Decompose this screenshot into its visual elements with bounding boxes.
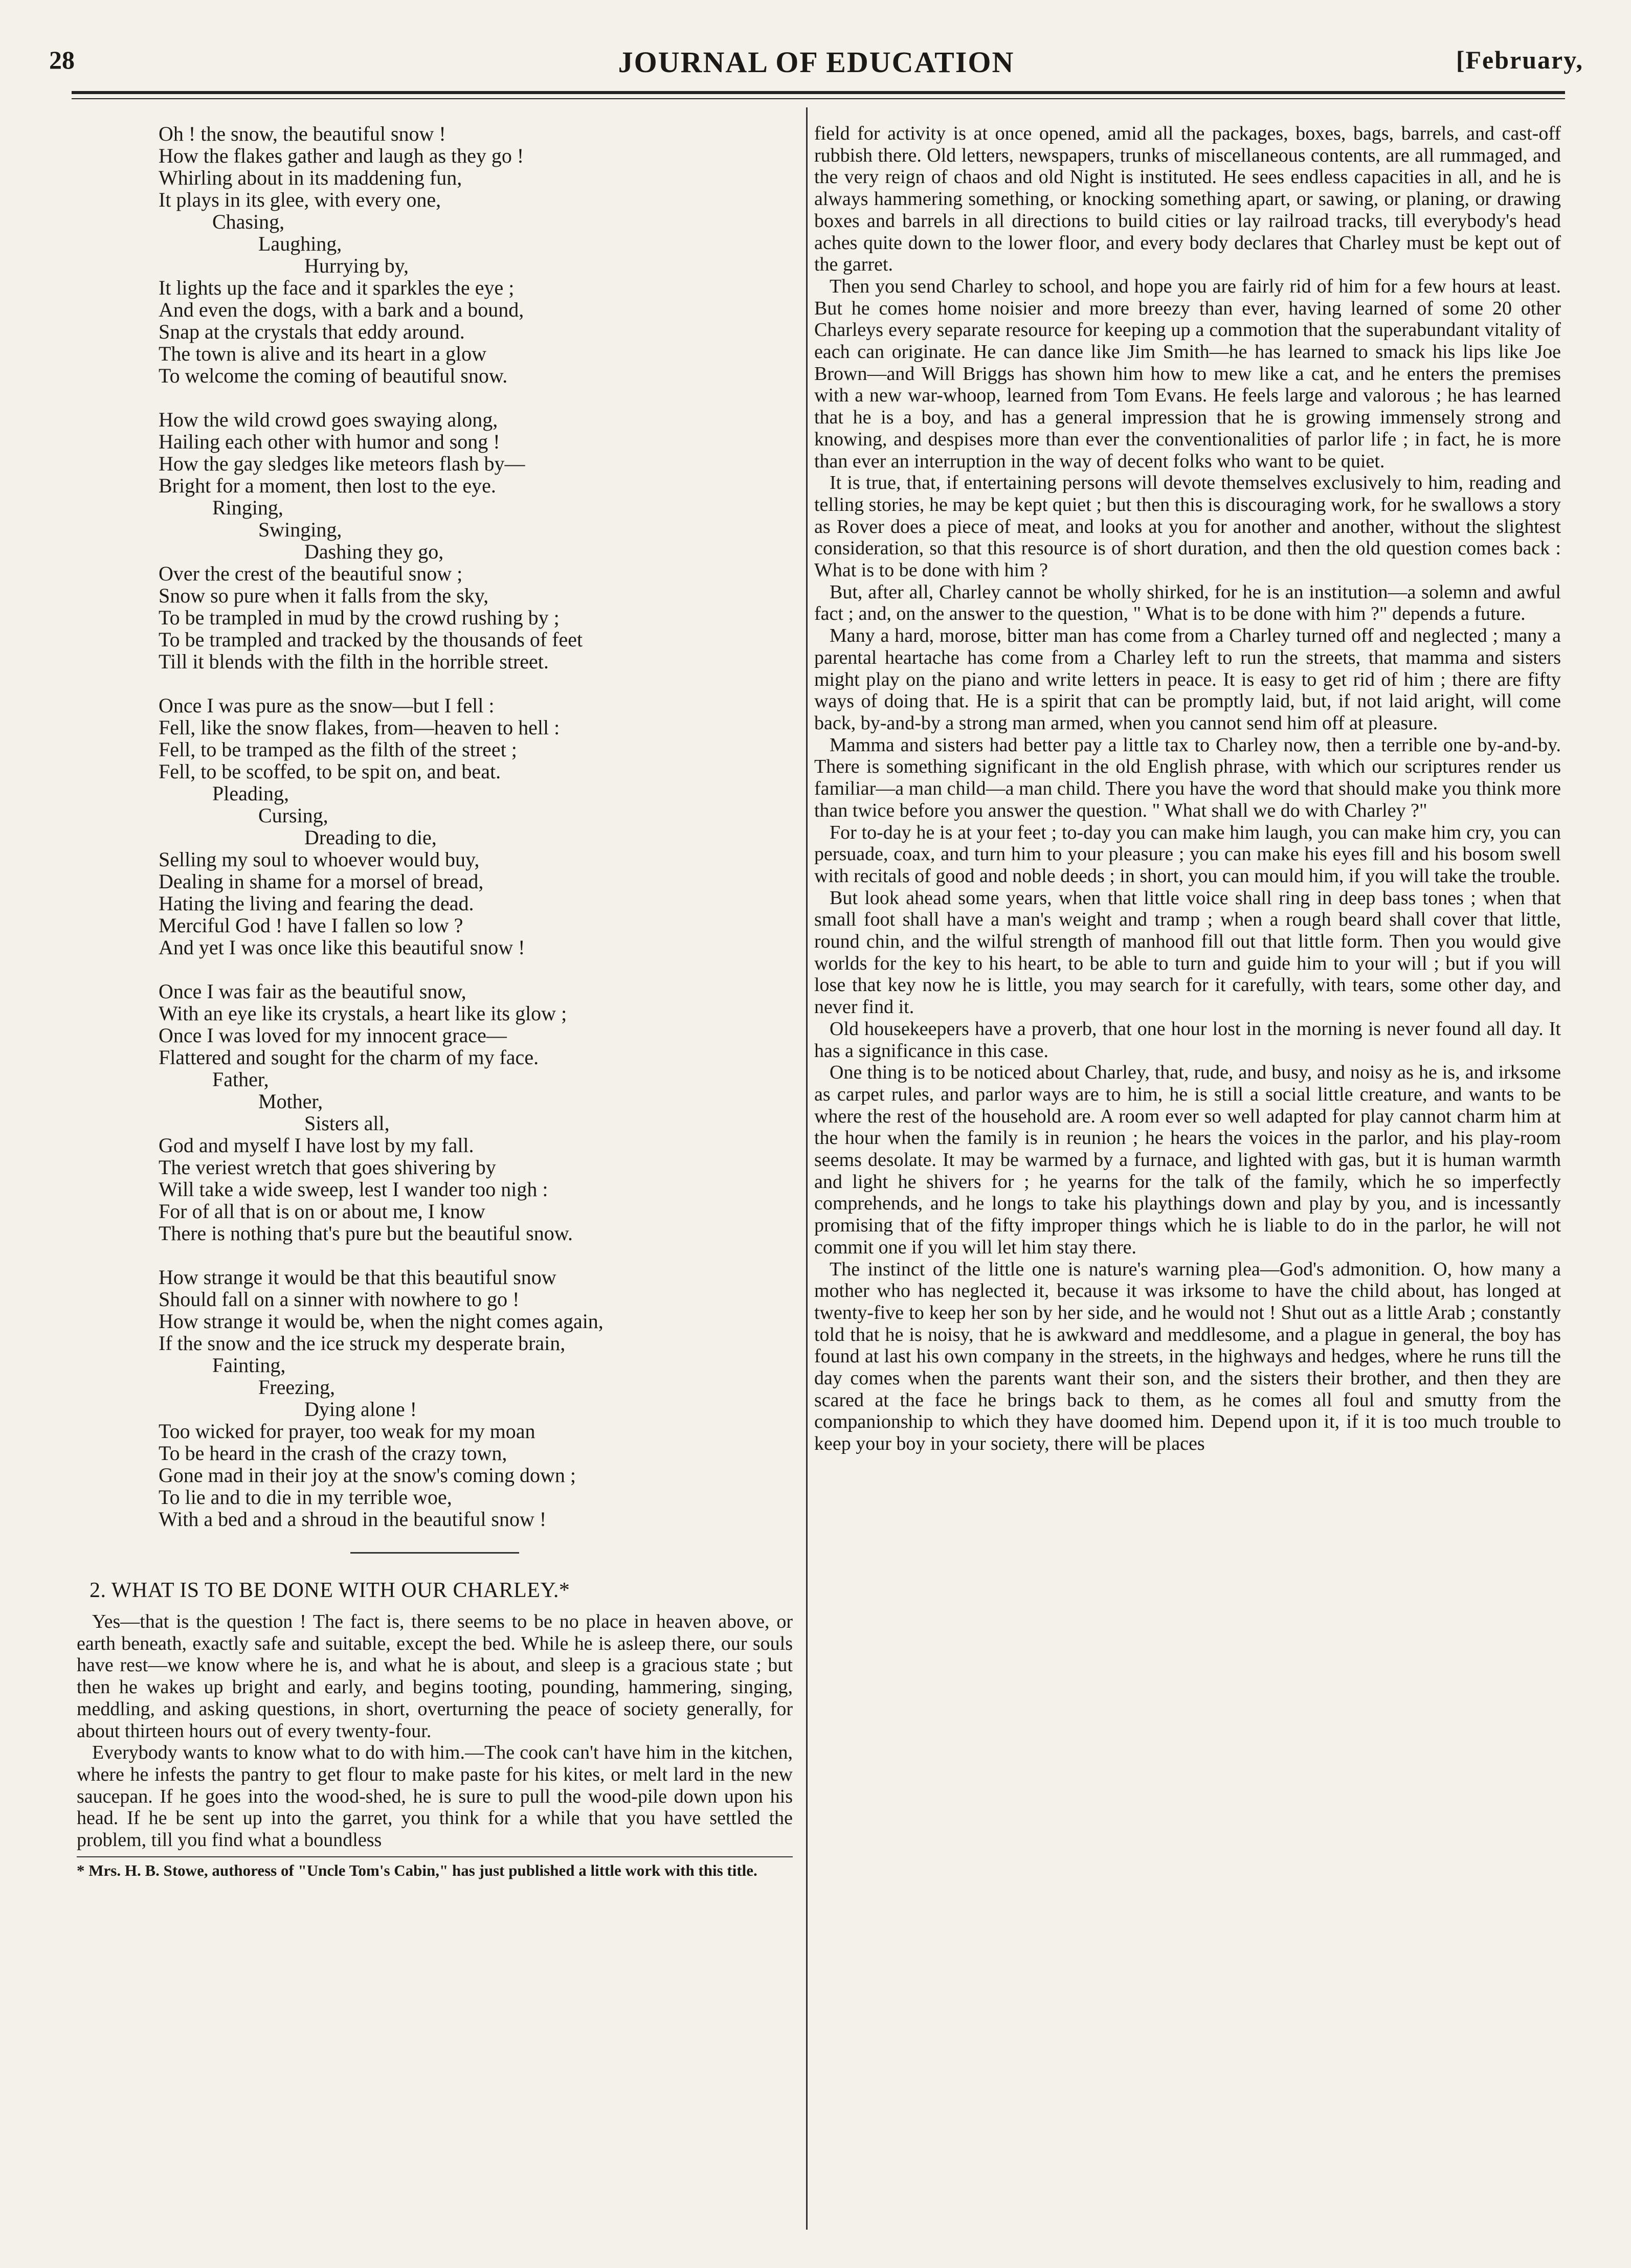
poem-line: Flattered and sought for the charm of my face.: [159, 1046, 539, 1069]
poem-line: Swinging,: [258, 518, 342, 541]
poem-line: Dreading to die,: [304, 826, 437, 849]
poem-line: Oh ! the snow, the beautiful snow !: [159, 122, 446, 145]
header-rule-thin: [72, 98, 1565, 99]
poem-line: Laughing,: [258, 232, 342, 255]
poem-line: Dying alone !: [304, 1398, 417, 1421]
poem-line: Selling my soul to whoever would buy,: [159, 848, 480, 871]
poem-stanza: [159, 980, 793, 1244]
essay-left-text: [77, 1611, 793, 1851]
poem-line: Once I was fair as the beautiful snow,: [159, 980, 466, 1003]
poem-line: Snow so pure when it falls from the sky,: [159, 584, 489, 607]
essay-paragraph: It is true, that, if entertaining persons will devote themselves exclusively to him, reading and telling stories, he may be kept quiet ; but then this is discouraging work, for he swallows a story as Rover does a piece of meat, and looks at you for another and another, without the slightest consideration, so that this resource is of short duration, and then the old question comes back : What is to be done with him ?: [814, 472, 1561, 581]
poem-line: Too wicked for prayer, too weak for my moan: [159, 1420, 535, 1443]
essay-paragraph: Old housekeepers have a proverb, that one hour lost in the morning is never found all day. It has a significance in this case.: [814, 1018, 1561, 1062]
poem-line: To be trampled and tracked by the thousands of feet: [159, 628, 583, 651]
essay-paragraph: Everybody wants to know what to do with him.—The cook can't have him in the kitchen, where he infests the pantry to get flour to make paste for his kites, or melt lard in the new saucepan. If he goes into the wood-shed, he is sure to pull the wood-pile down upon his head. If he be sent up into the garret, you think for a while that you have settled the problem, till you find what a boundless: [77, 1742, 793, 1851]
poem-line: To lie and to die in my terrible woe,: [159, 1486, 452, 1509]
footnote: * Mrs. H. B. Stowe, authoress of "Uncle Tom's Cabin," has just published a little work with this title.: [77, 1861, 757, 1879]
poem-line: Hailing each other with humor and song !: [159, 430, 500, 453]
poem-line: Hurrying by,: [304, 254, 409, 277]
poem-line: Sisters all,: [304, 1112, 390, 1135]
header-rule: [72, 91, 1565, 94]
poem-line: It lights up the face and it sparkles the eye ;: [159, 276, 515, 299]
poem-line: Pleading,: [212, 782, 289, 805]
poem-line: Dashing they go,: [304, 540, 444, 563]
right-column: [814, 123, 1561, 1455]
poem-line: For of all that is on or about me, I know: [159, 1200, 485, 1223]
essay-paragraph: One thing is to be noticed about Charley, that, rude, and busy, and noisy as he is, and irksome as carpet rules, and parlor ways are to him, he is still a social little creature, and wants to be where the rest of the household are. A room ever so well adapted for play cannot charm him at the hour when the family is in reunion ; he hears the voices in the parlor, and his play-room seems desolate. It may be warmed by a furnace, and lighted with gas, but it is human warmth and light he shivers for ; he yearns for the talk of the family, which he so imperfectly comprehends, and he longs to take his playthings down and play by you, and is incessantly promising that of the fifty improper things which he is liable to do in the parlor, he will not commit one if you will let him stay there.: [814, 1062, 1561, 1258]
issue-month: [February,: [1456, 46, 1583, 74]
footnote-rule: [77, 1856, 793, 1857]
poem-line: Will take a wide sweep, lest I wander too nigh :: [159, 1178, 548, 1201]
essay-paragraph: Mamma and sisters had better pay a little tax to Charley now, then a terrible one by-and-by. There is something significant in the old English phrase, with which our scriptures render us familiar—a man child—a man child. There you have the word that should make you think more than twice before you answer the question. " What shall we do with Charley ?": [814, 734, 1561, 821]
essay-paragraph: But look ahead some years, when that little voice shall ring in deep bass tones ; when that small foot shall have a man's weight and tramp ; when a rough beard shall cover that little, round chin, and the wilful strength of manhood fill out that little form. Then you would give worlds for the key to his heart, to be able to turn and guide him to your will ; but if you will lose that key now he is little, you may search for it carefully, with tears, some other day, and never find it.: [814, 887, 1561, 1018]
poem-line: To welcome the coming of beautiful snow.: [159, 364, 508, 387]
poem-stanza: [159, 694, 793, 958]
poem-stanza: [159, 1266, 793, 1530]
poem-line: Mother,: [258, 1090, 323, 1113]
poem-line: It plays in its glee, with every one,: [159, 188, 441, 211]
poem-line: To be heard in the crash of the crazy town,: [159, 1442, 507, 1465]
poem-line: How the flakes gather and laugh as they go !: [159, 144, 524, 167]
poem-line: There is nothing that's pure but the beautiful snow.: [159, 1222, 573, 1245]
poem-line: Cursing,: [258, 804, 328, 827]
poem-line: Dealing in shame for a morsel of bread,: [159, 870, 484, 893]
poem-line: The town is alive and its heart in a glow: [159, 342, 486, 365]
poem-line: Once I was pure as the snow—but I fell :: [159, 694, 495, 717]
poem-line: God and myself I have lost by my fall.: [159, 1134, 474, 1157]
poem-line: Over the crest of the beautiful snow ;: [159, 562, 463, 585]
poem-line: How the wild crowd goes swaying along,: [159, 408, 498, 431]
poem-line: Snap at the crystals that eddy around.: [159, 320, 465, 343]
poem-line: And even the dogs, with a bark and a bound,: [159, 298, 524, 321]
poem-line: And yet I was once like this beautiful snow !: [159, 936, 525, 959]
essay-paragraph: Yes—that is the question ! The fact is, there seems to be no place in heaven above, or earth beneath, exactly safe and suitable, except the bed. While he is asleep there, our souls have rest—we know where he is, and what he is about, and sleep is a gracious state ; but then he wakes up bright and early, and begins tooting, pounding, hammering, singing, meddling, and asking questions, in short, overturning the peace of society generally, for about thirteen hours out of every twenty-four.: [77, 1611, 793, 1742]
essay-paragraph: The instinct of the little one is nature's warning plea—God's admonition. O, how many a mother who has neglected it, because it was irksome to have the child about, has longed at twenty-five to keep her son by her side, and he would not ! Shut out as a little Arab ; constantly told that he is noisy, that he is awkward and meddlesome, and a plague in general, the boy has found at last his own company in the streets, in the highways and hedges, where he runs till the day comes when the parents want their son, and the sisters their brother, and then they are scared at the face he brings back to them, as he comes all foul and smutty from the companionship to which they have doomed him. Depend upon it, if it is too much trouble to keep your boy in your society, there will be places: [814, 1258, 1561, 1455]
column-divider: [806, 107, 808, 2230]
poem-line: How strange it would be that this beautiful snow: [159, 1266, 556, 1289]
poem-line: Bright for a moment, then lost to the eye.: [159, 474, 496, 497]
poem-line: Till it blends with the filth in the horrible street.: [159, 650, 549, 673]
poem-line: The veriest wretch that goes shivering by: [159, 1156, 496, 1179]
essay-heading: 2. WHAT IS TO BE DONE WITH OUR CHARLEY.*: [90, 1579, 570, 1602]
poem-line: Merciful God ! have I fallen so low ?: [159, 914, 463, 937]
page-header: [49, 45, 1583, 81]
poem-line: How the gay sledges like meteors flash by—: [159, 452, 525, 475]
poem-line: To be trampled in mud by the crowd rushing by ;: [159, 606, 560, 629]
poem-line: Should fall on a sinner with nowhere to go !: [159, 1288, 520, 1311]
essay-paragraph: Then you send Charley to school, and hope you are fairly rid of him for a few hours at least. But he comes home noisier and more breezy than ever, having learned of some 20 other Charleys every separate resource for keeping up a commotion that the superabundant vitality of each can originate. He can dance like Jim Smith—he has learned to smack his lips like Joe Brown—and Will Briggs has shown him how to mew like a cat, and he enters the premises with a new war-whoop, learned from Tom Evans. He feels large and valorous ; he has learned that he is a boy, and has a general impression that he is growing immensely strong and knowing, and despises more than ever the conventionalities of parlor life ; in fact, he is more than ever an interruption in the way of decent folks who want to be quiet.: [814, 275, 1561, 472]
poem-line: Ringing,: [212, 496, 283, 519]
poem-line: Father,: [212, 1068, 269, 1091]
poem-line: Fell, to be scoffed, to be spit on, and beat.: [159, 760, 501, 783]
poem-line: Hating the living and fearing the dead.: [159, 892, 474, 915]
page-number: 28: [49, 46, 75, 74]
poem-line: Fainting,: [212, 1354, 286, 1377]
poem-beautiful-snow: [77, 123, 793, 1530]
poem-stanza: [159, 409, 793, 672]
poem-line: Once I was loved for my innocent grace—: [159, 1024, 507, 1047]
poem-line: If the snow and the ice struck my desperate brain,: [159, 1332, 566, 1355]
essay-right-text: [814, 123, 1561, 1455]
poem-line: Fell, like the snow flakes, from—heaven to hell :: [159, 716, 560, 739]
poem-stanza: [159, 123, 793, 387]
poem-line: Freezing,: [258, 1376, 335, 1399]
essay-paragraph: For to-day he is at your feet ; to-day you can make him laugh, you can make him cry, you can persuade, coax, and turn him to your pleasure ; you can make his eyes fill and his bosom swell with recitals of good and noble deeds ; in short, you can mould him, if you will take the trouble.: [814, 821, 1561, 887]
poem-end-rule: [350, 1552, 519, 1554]
essay-paragraph: Many a hard, morose, bitter man has come from a Charley turned off and neglected ; many a parental heartache has come from a Charley left to run the streets, that mamma and sisters might play on the piano and write letters in peace. It is easy to get rid of him ; there are fifty ways of doing that. He is a spirit that can be promptly laid, but, if not laid aright, will come back, by-and-by a strong man armed, when you cannot send him off at pleasure.: [814, 625, 1561, 734]
left-column: [77, 123, 793, 1880]
poem-line: With a bed and a shroud in the beautiful snow !: [159, 1508, 547, 1531]
essay-paragraph: field for activity is at once opened, amid all the packages, boxes, bags, barrels, and cast-off rubbish there. Old letters, newspapers, trunks of miscellaneous contents, are all rummaged, and the very reign of chaos and old Night is instituted. He sees endless capacities in all, and he is always hammering something, or knocking something apart, or sawing, or planing, or drawing boxes and barrels in all directions to build cities or lay railroad tracks, till everybody's head aches quite down to the lower floor, and every body declares that Charley must be kept out of the garret.: [814, 123, 1561, 276]
poem-line: Gone mad in their joy at the snow's coming down ;: [159, 1464, 576, 1487]
poem-line: How strange it would be, when the night comes again,: [159, 1310, 604, 1333]
poem-line: Chasing,: [212, 210, 285, 233]
poem-line: Fell, to be tramped as the filth of the street ;: [159, 738, 517, 761]
essay-paragraph: But, after all, Charley cannot be wholly shirked, for he is an institution—a solemn and awful fact ; and, on the answer to the question, " What is to be done with him ?" depends a future.: [814, 581, 1561, 625]
poem-line: With an eye like its crystals, a heart like its glow ;: [159, 1002, 567, 1025]
poem-line: Whirling about in its maddening fun,: [159, 166, 462, 189]
journal-title: JOURNAL OF EDUCATION: [618, 46, 1015, 79]
